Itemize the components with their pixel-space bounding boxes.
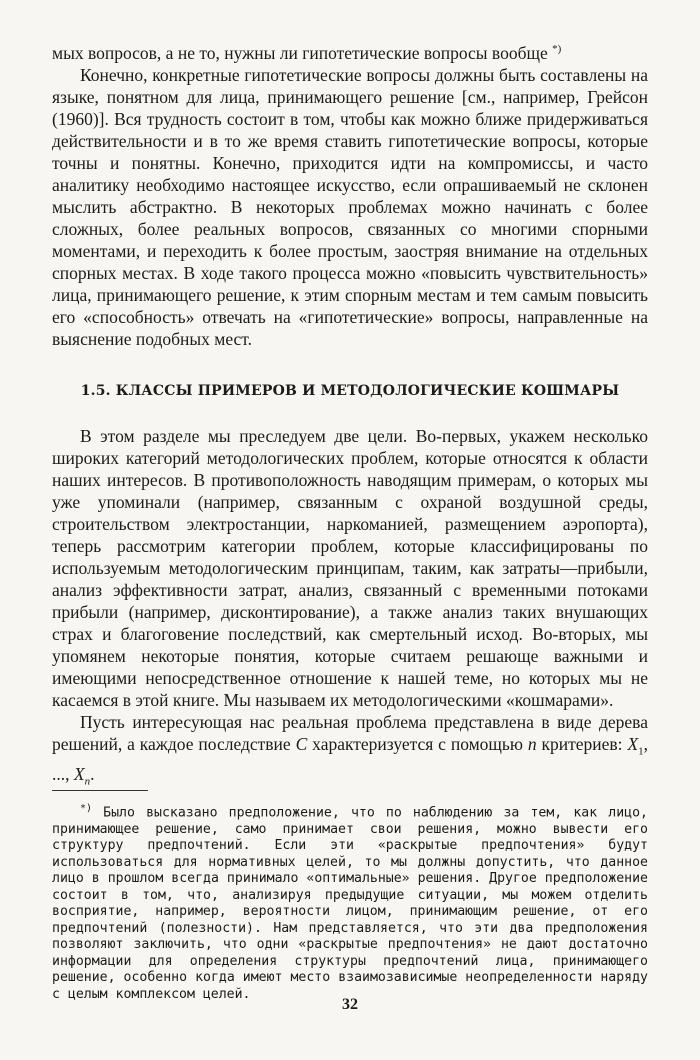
section-text [52, 425, 648, 792]
variable-c: C [295, 734, 308, 754]
top-text [52, 38, 648, 350]
variable-x1: X [627, 734, 639, 754]
variable-n: n [527, 734, 537, 754]
section-heading: 1.5. КЛАССЫ ПРИМЕРОВ И МЕТОДОЛОГИЧЕСКИЕ КОШМАРЫ [80, 383, 620, 399]
paragraph-hypothetical-questions: Конечно, конкретные гипотетические вопросы должны быть составлены на языке, понятном для лица, принимающего решение [см., например, Грейсон (1960)]. Вся трудность состоит в том, чтобы как можно ближе придерживаться действительности и в то же время ставить гипотетические вопросы, которые точны и понятны. Конечно, приходится идти на компромиссы, и часто аналитику необходимо настоящее искусство, если опрашиваемый не склонен мыслить абстрактно. В некоторых проблемах можно начинать с более сложных, более реальных вопросов, связанных со многими спорными моментами, и переходить к более простым, заостряя внимание на отдельных спорных местах. В ходе такого процесса можно «повысить чувствительность» лица, принимающего решение, к этим спорным местам и тем самым повысить его «способность» отвечать на «гипотетические» вопросы, направленные на выяснение подобных мест. [52, 64, 648, 349]
variable-xn: X [73, 763, 85, 784]
continued-line: мых вопросов, а не то, нужны ли гипотетические вопросы вообще *) [52, 42, 562, 63]
paragraph-decision-tree: Пусть интересующая нас реальная проблема представлена в виде дерева решений, а каждое последствие C характеризуется с помощью n критериев: $X_1$, ..., $X_n$. [52, 712, 649, 787]
page-number: 32 [342, 996, 358, 1013]
footnote-reference: *) [552, 43, 562, 55]
footnote-text: Было высказано предположение, что по наблюдению за тем, как лицо, принимающее решение, само принимает свои решения, можно вывести его структуру предпочтений. Если эти «раскрытые предпочтения» будут использоваться для нормативных целей, то мы должны допустить, что данное лицо в прошлом всегда принимало «оптимальные» решения. Другое предположение состоит в том, что, анализируя предыдущие ситуации, мы можем отделить восприятие, например, вероятности лицом, принимающим решение, от его предпочтений (полезности). Нам представляется, что эти два предположения позволяют заключить, что одни «раскрытые предпочтения» не дают достаточно информации для определения структуры предпочтений лица, принимающего решение, особенно когда имеют место взаимозависимые неопределенности наряду с целым комплексом целей. [52, 805, 648, 1002]
footnote [52, 801, 648, 1003]
footnote-divider [52, 790, 148, 791]
footnote-mark: *) [80, 803, 93, 814]
paragraph-section-goals: В этом разделе мы преследуем две цели. Во-первых, укажем несколько широких категорий методологических проблем, которые относятся к области наших интересов. В противоположность наводящим примерам, о которых мы уже упоминали (например, связанным с охраной воздушной среды, строительством электростанции, наркоманией, размещением аэропорта), теперь рассмотрим категории проблем, которые классифицированы по используемым методологическим принципам, таким, как затраты—прибыли, анализ эффективности затрат, анализ, связанный с временными потоками прибыли (например, дисконтирование), а также анализ таких внушающих страх и благоговение последствий, как смертельный исход. Во-вторых, мы упомянем некоторые понятия, которые считаем решающе важными и имеющими непосредственное отношение к нашей теме, но которых мы не касаемся в этой книге. Мы называем их методологическими «кошмарами». [52, 426, 648, 710]
